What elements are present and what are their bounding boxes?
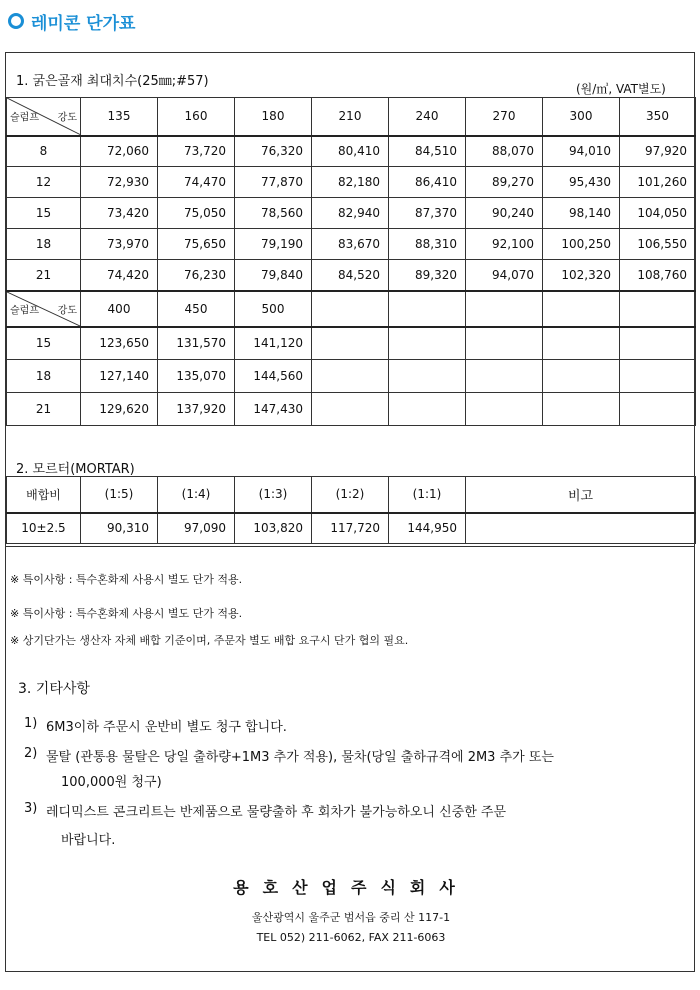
mortar-header-row (7, 477, 696, 513)
page-title-text: 레미콘 단가표 (31, 13, 136, 34)
empty-cell (620, 360, 696, 393)
remark-header: 비고 (466, 477, 696, 513)
slump-cell: 15 (7, 198, 81, 229)
price-cell: 75,650 (158, 229, 235, 260)
strength-header: 160 (158, 98, 235, 136)
slump-cell: 12 (7, 167, 81, 198)
price-cell: 79,840 (235, 260, 312, 291)
empty-cell (543, 393, 620, 426)
empty-cell (312, 291, 389, 327)
table-row (7, 198, 696, 229)
table-row (7, 393, 696, 426)
empty-cell (312, 360, 389, 393)
price-cell: 90,310 (81, 513, 158, 544)
price-cell: 131,570 (158, 327, 235, 360)
ratio-header: (1:3) (235, 477, 312, 513)
price-cell: 76,230 (158, 260, 235, 291)
price-cell: 135,070 (158, 360, 235, 393)
price-cell: 90,240 (466, 198, 543, 229)
strength-header: 180 (235, 98, 312, 136)
empty-cell (543, 327, 620, 360)
corner-label-strength: 강도 (57, 112, 77, 124)
price-cell: 97,090 (158, 513, 235, 544)
price-cell: 86,410 (389, 167, 466, 198)
price-cell: 101,260 (620, 167, 696, 198)
price-cell: 89,320 (389, 260, 466, 291)
empty-cell (389, 291, 466, 327)
table-row (7, 513, 696, 544)
table-row (7, 360, 696, 393)
price-cell: 74,470 (158, 167, 235, 198)
section3-heading: 3. 기타사항 (18, 681, 90, 697)
table-row (7, 327, 696, 360)
price-cell: 73,720 (158, 136, 235, 167)
empty-cell (312, 393, 389, 426)
ratio-header: (1:1) (389, 477, 466, 513)
strength-header: 135 (81, 98, 158, 136)
ratio-header: (1:2) (312, 477, 389, 513)
company-name: 용호산업주식회사 (233, 878, 469, 897)
price-cell: 102,320 (543, 260, 620, 291)
slump-cell: 18 (7, 360, 81, 393)
corner-label-slump: 슬럼프 (10, 305, 39, 316)
note-line: ※ 특이사항 : 특수혼화제 사용시 별도 단가 적용. (10, 573, 243, 586)
misc-item-text: 6M3이하 주문시 운반비 별도 청구 합니다. (46, 720, 287, 735)
price-cell: 73,970 (81, 229, 158, 260)
ratio-header: (1:4) (158, 477, 235, 513)
misc-item-text: 물탈 (관통용 물탈은 당일 출하량+1M3 추가 적용), 물차(당일 출하규격에 2M3 추가 또는 (46, 750, 554, 765)
concrete-price-table (6, 97, 696, 426)
price-cell: 84,520 (312, 260, 389, 291)
strength-header: 240 (389, 98, 466, 136)
strength-header: 450 (158, 291, 235, 327)
table-row (7, 167, 696, 198)
price-cell: 79,190 (235, 229, 312, 260)
misc-item-number: 3) (24, 801, 38, 816)
unit-note: (원/㎥, VAT별도) (576, 82, 666, 96)
strength-header: 350 (620, 98, 696, 136)
empty-cell (389, 360, 466, 393)
price-cell: 89,270 (466, 167, 543, 198)
company-address: 울산광역시 울주군 범서읍 중리 산 117-1 (251, 911, 451, 924)
empty-cell (466, 393, 543, 426)
slump-cell: 21 (7, 260, 81, 291)
slump-cell: 21 (7, 393, 81, 426)
price-cell: 92,100 (466, 229, 543, 260)
misc-item-number: 2) (24, 746, 38, 761)
empty-cell (389, 327, 466, 360)
corner-label-slump: 슬럼프 (10, 112, 39, 124)
empty-cell (389, 393, 466, 426)
price-cell: 84,510 (389, 136, 466, 167)
note-line: ※ 상기단가는 생산자 자체 배합 기준이며, 주문자 별도 배합 요구시 단가 협의 필요. (10, 634, 409, 647)
price-cell: 147,430 (235, 393, 312, 426)
price-cell: 98,140 (543, 198, 620, 229)
price-cell: 82,180 (312, 167, 389, 198)
price-cell: 73,420 (81, 198, 158, 229)
strength-header: 270 (466, 98, 543, 136)
ratio-header: (1:5) (81, 477, 158, 513)
table-row (7, 260, 696, 291)
price-cell: 72,930 (81, 167, 158, 198)
price-cell: 88,310 (389, 229, 466, 260)
mix-ratio-label: 배합비 (7, 477, 81, 513)
price-cell: 144,950 (389, 513, 466, 544)
empty-cell (312, 327, 389, 360)
strength-header: 500 (235, 291, 312, 327)
price-cell: 83,670 (312, 229, 389, 260)
price-cell: 144,560 (235, 360, 312, 393)
table-header-row (7, 98, 696, 136)
empty-cell (466, 291, 543, 327)
price-cell: 100,250 (543, 229, 620, 260)
empty-cell (620, 327, 696, 360)
section2-heading: 2. 모르터(MORTAR) (16, 462, 135, 477)
page-title (8, 6, 135, 36)
empty-cell (466, 360, 543, 393)
misc-item-number: 1) (24, 716, 38, 731)
slump-strength-corner (7, 291, 81, 327)
misc-item-text: 100,000원 청구) (61, 775, 162, 790)
price-cell: 104,050 (620, 198, 696, 229)
price-cell: 94,010 (543, 136, 620, 167)
misc-item-text: 레디믹스트 콘크리트는 반제품으로 물량출하 후 회차가 불가능하오니 신중한 주문 (46, 805, 507, 820)
price-cell: 72,060 (81, 136, 158, 167)
table-row (7, 229, 696, 260)
price-cell: 95,430 (543, 167, 620, 198)
price-cell: 77,870 (235, 167, 312, 198)
price-cell: 87,370 (389, 198, 466, 229)
price-cell: 74,420 (81, 260, 158, 291)
price-cell: 108,760 (620, 260, 696, 291)
empty-cell (620, 291, 696, 327)
corner-label-strength: 강도 (57, 305, 77, 316)
document-frame (5, 52, 695, 972)
price-cell: 117,720 (312, 513, 389, 544)
slump-cell: 8 (7, 136, 81, 167)
company-contact: TEL 052) 211-6062, FAX 211-6063 (256, 931, 446, 944)
mortar-price-table (6, 476, 696, 544)
table-header-row-2 (7, 291, 696, 327)
slump-strength-corner (7, 98, 81, 136)
empty-cell (543, 360, 620, 393)
misc-item-text: 바랍니다. (61, 833, 116, 848)
empty-cell (466, 327, 543, 360)
section1-heading: 1. 굵은골재 최대치수(25㎜;#57) (16, 74, 209, 89)
price-cell: 129,620 (81, 393, 158, 426)
price-cell: 75,050 (158, 198, 235, 229)
empty-cell (543, 291, 620, 327)
section-divider (6, 546, 695, 547)
price-cell: 78,560 (235, 198, 312, 229)
price-cell: 137,920 (158, 393, 235, 426)
price-cell: 82,940 (312, 198, 389, 229)
price-cell: 80,410 (312, 136, 389, 167)
price-cell: 141,120 (235, 327, 312, 360)
price-cell: 127,140 (81, 360, 158, 393)
price-cell: 103,820 (235, 513, 312, 544)
strength-header: 210 (312, 98, 389, 136)
table-row (7, 136, 696, 167)
remark-cell (466, 513, 696, 544)
price-cell: 123,650 (81, 327, 158, 360)
slump-cell: 15 (7, 327, 81, 360)
slump-cell: 18 (7, 229, 81, 260)
empty-cell (620, 393, 696, 426)
note-line: ※ 특이사항 : 특수혼화제 사용시 별도 단가 적용. (10, 607, 243, 620)
price-cell: 106,550 (620, 229, 696, 260)
price-cell: 88,070 (466, 136, 543, 167)
strength-header: 300 (543, 98, 620, 136)
mortar-row-label: 10±2.5 (7, 513, 81, 544)
price-cell: 97,920 (620, 136, 696, 167)
strength-header: 400 (81, 291, 158, 327)
price-cell: 94,070 (466, 260, 543, 291)
circle-bullet-icon (8, 13, 24, 29)
price-cell: 76,320 (235, 136, 312, 167)
